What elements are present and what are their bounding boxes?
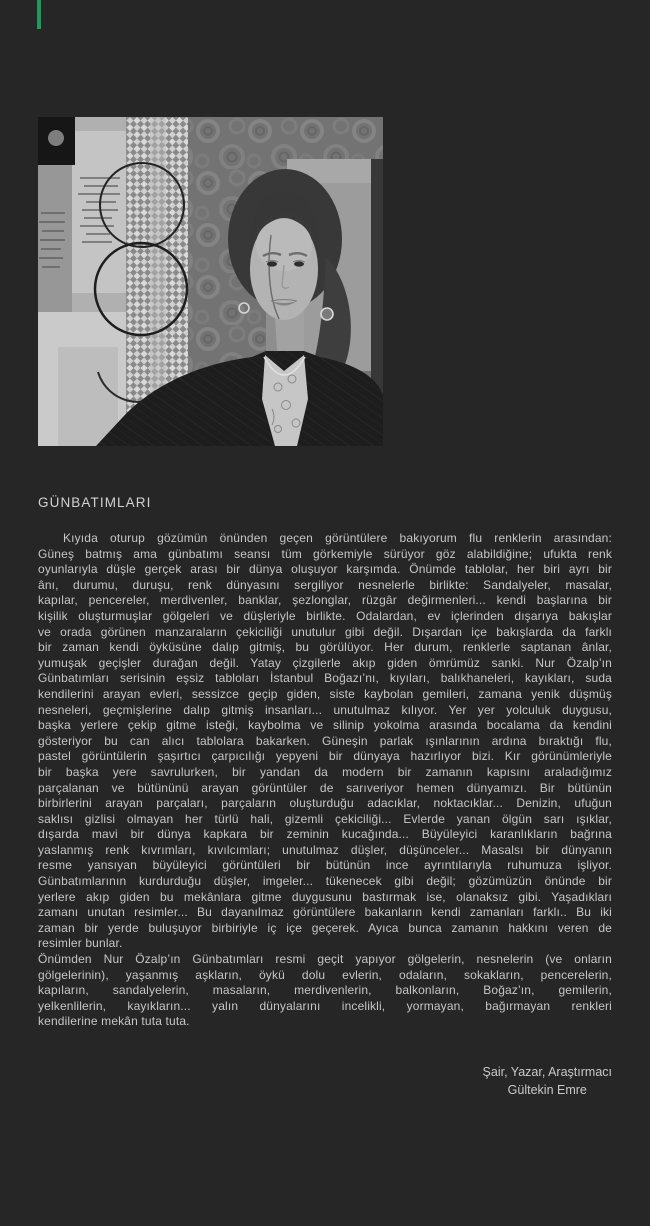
article-title: GÜNBATIMLARI — [38, 495, 152, 510]
article-line: gösteriyor bu can alıcı tablolara bakarken. Güneşin parlak ışınlarının ardına bıraktığı flu, — [38, 733, 612, 748]
green-accent-bar — [37, 0, 41, 29]
article — [38, 495, 612, 1099]
signature-inner — [483, 1063, 612, 1099]
article-line: Güneş batmış ama günbatımı seansı tüm görkemiyle sürüyor göz alabildiğine; ufukta renk — [38, 546, 612, 561]
article-line: oyunlarıyla düşle gerçek arası bir dünya oluşuyor karşımda. Önümde tablolar, her biri ayrı bir — [38, 562, 612, 577]
article-line: yerlere akıp giden bu mekânlara gitme duygusunu bastırmak ise, olanaksız gibi. Yaşadıkları — [38, 889, 612, 904]
article-line: zaman bir yerde buluşuyor birbiriyle iç içe geçerek. Ayıca bunca zamanın hakkını veren de — [38, 920, 612, 935]
article-line: bir başka yere savrulurken, bir yandan da modern bir zamanın kapısını araladığımız — [38, 764, 612, 779]
article-line: kapıların, sandalyelerin, masaların, merdivenlerin, balkonların, Boğaz’ın, gemilerin, — [38, 983, 612, 998]
article-line: kendilerine mekân tuta tuta. — [38, 1014, 190, 1029]
article-line: bir zaman kendi öyküsüne dalıp gitmiş, bu görülüyor. Her durum, renklerle saptanan ânlar, — [38, 640, 612, 655]
article-line: ve orada görünen manzaraların çekiciliği unutulur gibi değil. Dışardan içe bakışlarda da farklı — [38, 624, 612, 639]
signature-name: Gültekin Emre — [507, 1083, 587, 1097]
article-line: yelkenlilerin, kayıkların... yalın dünyalarını incelikli, yormayan, bağırmayan renkleri — [38, 998, 612, 1013]
portrait-illustration — [38, 117, 383, 446]
article-line: nesneleri, geçmişlerine dalıp gitmiş insanları... unutulmaz kılıyor. Yer yer yolculuk duygusu, — [38, 702, 612, 717]
article-line: Kıyıda oturup gözümün önünden geçen görüntülere bakıyorum flu renklerin arasından: — [63, 531, 612, 545]
article-line: saklısı gizlisi olmayan her türlü hali, gizemli çekiciliği... Evlerde yanan ölgün sarı ışıklar, — [38, 811, 612, 826]
article-line: başka yerlere çekip gitme isteği, kaybolma ve silinip yokolma arasında bocalama da kendini — [38, 718, 612, 733]
article-line: resimler bunlar. — [38, 936, 123, 951]
article-line: birbirlerini arayan parçaları, parçaların oluşturduğu adacıklar, noktacıklar... Denizin, ufuğun — [38, 796, 612, 811]
article-line: zamanı unutan resimler... Bu dayanılmaz görüntülere bakanların kendi zamanları farklı.. Bu iki — [38, 905, 612, 920]
article-line: yumuşak geçişler durağan değil. Yatay çizgilerle akıp giden ömrümüz sanki. Nur Özalp’ın — [38, 655, 612, 670]
article-line: kendilerini arayan evleri, sessizce geçip giden, siste kaybolan gemileri, zamana yenik düşmüş — [38, 686, 612, 701]
article-line: Önümden Nur Özalp’ın Günbatımları resmi geçit yapıyor gölgelerin, nesnelerin (ve onların — [38, 952, 612, 967]
portrait-photo — [38, 117, 383, 446]
article-body — [38, 531, 612, 1030]
article-line: resme yansıyan büyüleyici görüntüleri bir bütünün ince ayrıntılarıyla ruhumuza işliyor. — [38, 858, 612, 873]
article-line: yaslanmış renk kıvrımları, kıvılcımları; unutulmaz düşler, düşünceler... Masalsı bir dünyanın — [38, 842, 612, 857]
signature-block — [38, 1063, 612, 1099]
article-line: ânı, durumu, duruşu, renk dünyasını sergiliyor nesnelerle birlikte: Sandalyeler, masalar, — [38, 577, 612, 592]
signature-role: Şair, Yazar, Araştırmacı — [482, 1065, 612, 1079]
article-line: Günbatımları serisinin eşsiz tabloları İstanbul Boğazı’nı, kıyıları, balıkhaneleri, kayıkları, suda — [38, 671, 612, 686]
article-line: parçalanan ve bütününü arayan görüntüler de sarıveriyor hemen dünyamızı. Bir bütünün — [38, 780, 612, 795]
article-line: kapılar, pencereler, merdivenler, banklar, şezlonglar, rüzgâr değirmenleri... kendi başlarına bir — [38, 593, 612, 608]
article-line: pastel görüntülerin şaşırtıcı çarpıcılığı yepyeni bir dünyaya hazırlıyor bizi. Kır görünümleriyle — [38, 749, 612, 764]
article-line: kişilik oluşturmuşlar gölgeleri ve düşleriyle birlikte. Odalardan, ev içlerinden dışarıya bakışlar — [38, 608, 612, 623]
article-line: Günbatımlarının kurdurduğu düşler, imgeler... tükenecek gibi değil; gözümüzün önünde bir — [38, 874, 612, 889]
article-line: gölgelerinin), yaşanmış aşkların, öykü dolu evlerin, odaların, sokakların, pencerelerin, — [38, 967, 612, 982]
article-line: dışarda mavi bir dünya kapkara bir zeminin kucağında... Büyüleyici karanlıkların bağrına — [38, 827, 612, 842]
